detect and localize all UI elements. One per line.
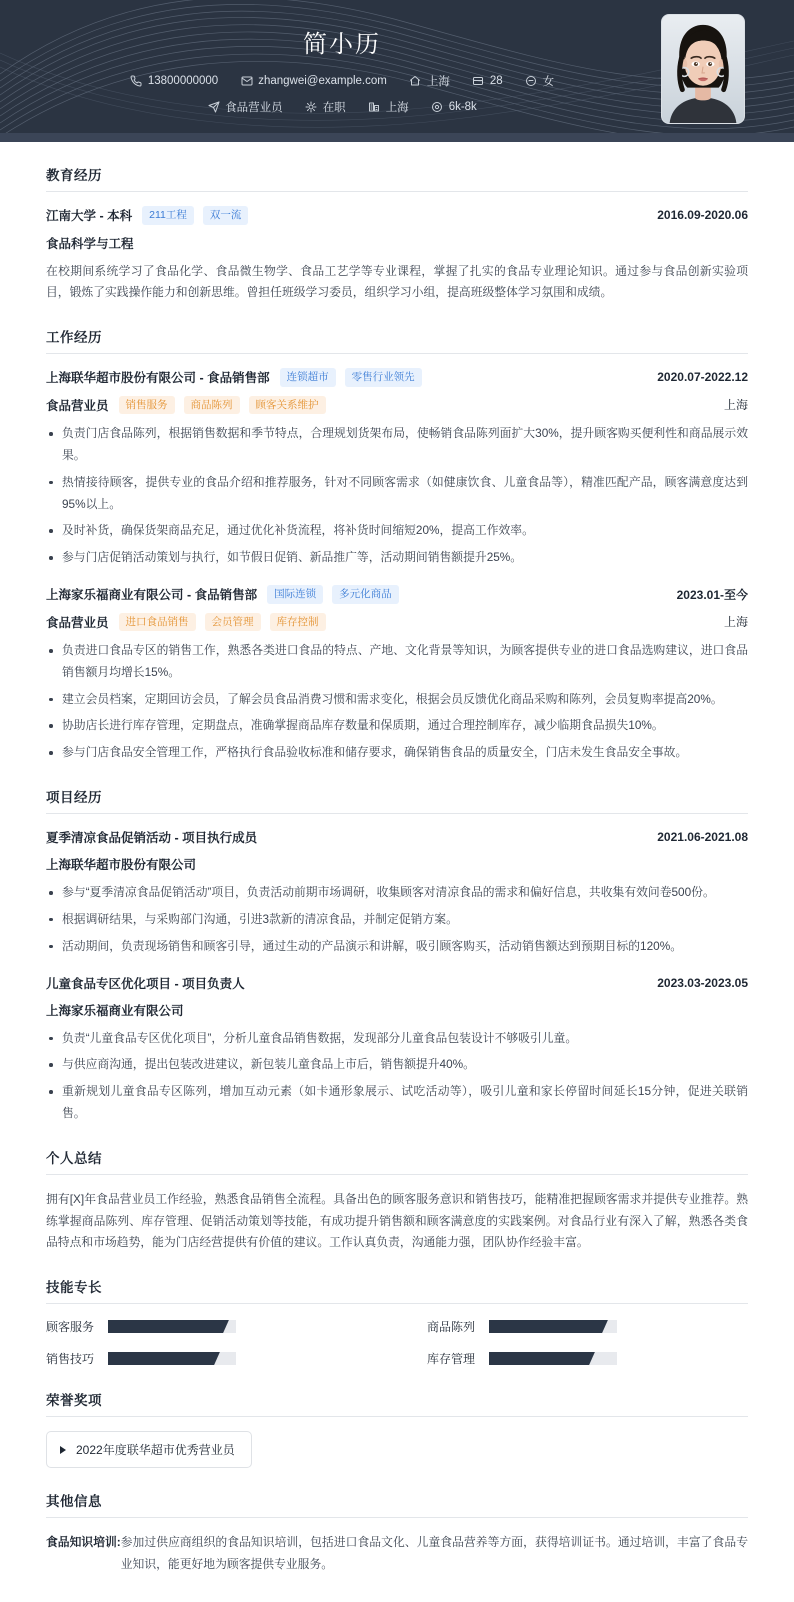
education-major: 食品科学与工程 [46,236,134,251]
skill-progress-fill [108,1352,210,1365]
section-projects [46,786,748,1125]
skill-label: 顾客服务 [46,1320,95,1335]
section-awards [46,1389,748,1468]
skill-progress-fill [108,1320,219,1333]
work-role-tag: 顾客关系维护 [249,396,326,415]
list-item: 热情接待顾客，提供专业的食品介绍和推荐服务，针对不同顾客需求（如健康饮食、儿童食品等），精准匹配产品，顾客满意度达到95%以上。 [46,472,748,516]
resume-body [0,164,794,1602]
work-role-tag: 销售服务 [119,396,175,415]
work-company-tag: 多元化商品 [332,585,399,604]
work-entry [46,585,748,764]
skill-item [46,1318,367,1335]
skill-progress-track [489,1352,617,1365]
other-info-text: 参加过供应商组织的食品知识培训，包括进口食品文化、儿童食品营养等方面，获得培训证书。通过培训，丰富了食品专业知识，能更好地为顾客提供专业服务。 [120,1535,748,1571]
contact-home-value: 上海 [426,76,450,88]
section-skills [46,1276,748,1367]
section-title-other: 其他信息 [46,1490,748,1518]
work-role: 食品营业员 [46,615,109,630]
list-item: 负责进口食品专区的销售工作，熟悉各类进口食品的特点、产地、文化背景等知识，为顾客提供专业的进口食品选购建议，进口食品销售额月均增长15%。 [46,640,748,684]
skill-progress-track [489,1320,617,1333]
work-entry-header [46,585,748,604]
project-date: 2023.03-2023.05 [657,975,748,990]
section-work [46,326,748,764]
contact-age [472,75,503,88]
section-other [46,1490,748,1576]
other-info-item [46,1532,748,1576]
skill-label: 销售技巧 [46,1352,95,1367]
work-company: 上海家乐福商业有限公司 - 食品销售部 [46,588,258,603]
work-role-row [46,613,748,632]
list-item: 协助店长进行库存管理，定期盘点，准确掌握商品库存数量和保质期，通过合理控制库存，减少临期食品损失10%。 [46,715,748,737]
contact-gender [525,73,555,89]
work-company: 上海联华超市股份有限公司 - 食品销售部 [46,371,270,386]
skill-progress-track [108,1320,236,1333]
education-entry-header [46,206,748,225]
work-company-tag: 国际连锁 [267,585,323,604]
list-item: 建立会员档案，定期回访会员，了解会员食品消费习惯和需求变化，根据会员反馈优化商品采购和陈列，会员复购率提高20%。 [46,689,748,711]
status-icon [305,101,318,114]
send-icon [207,101,220,114]
section-title-awards: 荣誉奖项 [46,1389,748,1417]
list-item: 参与“夏季清凉食品促销活动”项目，负责活动前期市场调研，收集顾客对清凉食品的需求和偏好信息，共收集有效问卷500份。 [46,882,748,904]
work-bullets [46,423,748,569]
salary-icon [431,101,444,114]
education-tag: 双一流 [203,206,249,225]
skills-grid [46,1318,748,1367]
job-target-value: 食品营业员 [225,102,283,114]
page-title: 简小历 [303,31,381,58]
education-description: 在校期间系统学习了食品化学、食品微生物学、食品工艺学等专业课程，掌握了扎实的食品专业理论知识。通过参与食品创新实验项目，锻炼了实践操作能力和创新思维。曾担任班级学习委员，组织学习小组，提高班级整体学习氛围和成绩。 [46,263,748,300]
skill-progress-fill [489,1320,598,1333]
skill-item [427,1350,748,1367]
job-status [305,99,346,115]
gender-icon [525,75,538,88]
section-title-summary: 个人总结 [46,1147,748,1175]
skill-label: 商品陈列 [427,1320,476,1335]
project-bullets [46,1028,748,1125]
contact-home [409,73,450,89]
bottom-spacer [46,1576,748,1602]
award-item[interactable] [46,1431,252,1468]
skill-label: 库存管理 [427,1352,476,1367]
work-date: 2020.07-2022.12 [657,370,748,385]
education-entry [46,206,748,304]
list-item: 及时补货，确保货架商品充足，通过优化补货流程，将补货时间缩短20%，提高工作效率。 [46,520,748,542]
work-role-row [46,396,748,415]
skill-item [427,1318,748,1335]
project-entry-header [46,828,748,846]
work-bullets [46,640,748,764]
education-tag: 211工程 [142,206,194,225]
resume-header [0,0,794,133]
contact-email-value: zhangwei@example.com [258,75,387,87]
avatar-portrait [662,15,744,123]
project-company: 上海家乐福商业有限公司 [46,1003,184,1018]
salary-expectation [431,101,477,114]
section-title-projects: 项目经历 [46,786,748,814]
list-item: 参与门店食品安全管理工作，严格执行食品验收标准和储存要求，确保销售食品的质量安全，门店未发生食品安全事故。 [46,742,748,764]
salary-expectation-value: 6k-8k [448,101,477,113]
header-bottom-strip [0,133,794,142]
project-name: 儿童食品专区优化项目 - 项目负责人 [46,976,245,991]
contact-phone [130,75,218,88]
job-target [207,99,283,115]
job-status-value: 在职 [322,102,346,114]
project-date: 2021.06-2021.08 [657,830,748,845]
work-role: 食品营业员 [46,398,109,413]
award-label: 2022年度联华超市优秀营业员 [76,1443,235,1458]
section-education [46,164,748,304]
work-city [368,99,409,115]
list-item: 负责门店食品陈列，根据销售数据和季节特点，合理规划货架布局，使畅销食品陈列面扩大30%，提升顾客购买便利性和商品展示效果。 [46,423,748,467]
list-item: 负责“儿童食品专区优化项目”，分析儿童食品销售数据，发现部分儿童食品包装设计不够吸引儿童。 [46,1028,748,1050]
project-entry [46,828,748,957]
project-name: 夏季清凉食品促销活动 - 项目执行成员 [46,831,258,846]
list-item: 根据调研结果，与采购部门沟通，引进3款新的清凉食品，并制定促销方案。 [46,909,748,931]
work-location: 上海 [723,398,748,413]
work-date: 2023.01-至今 [676,587,748,602]
project-entry [46,974,748,1125]
city-icon [368,101,381,114]
list-item: 参与门店促销活动策划与执行，如节假日促销、新品推广等，活动期间销售额提升25%。 [46,547,748,569]
skill-item [46,1350,367,1367]
skill-progress-fill [489,1352,585,1365]
section-title-skills: 技能专长 [46,1276,748,1304]
list-item: 活动期间，负责现场销售和顾客引导，通过生动的产品演示和讲解，吸引顾客购买，活动销售额达到预期目标的120%。 [46,936,748,958]
home-icon [409,75,422,88]
project-bullets [46,882,748,957]
skill-progress-track [108,1352,236,1365]
work-city-value: 上海 [385,102,409,114]
work-role-tag: 会员管理 [205,613,261,632]
mail-icon [240,75,253,88]
section-title-education: 教育经历 [46,164,748,192]
phone-icon [130,75,143,88]
list-item: 重新规划儿童食品专区陈列，增加互动元素（如卡通形象展示、试吃活动等），吸引儿童和家长停留时间延长15分钟，促进关联销售。 [46,1081,748,1125]
work-role-tag: 库存控制 [270,613,326,632]
contact-age-value: 28 [489,75,503,87]
work-role-tag: 商品陈列 [184,396,240,415]
education-date: 2016.09-2020.06 [657,208,748,223]
section-title-work: 工作经历 [46,326,748,354]
id-card-icon [472,75,485,88]
contact-phone-value: 13800000000 [147,75,219,87]
work-company-tag: 零售行业领先 [345,368,422,387]
summary-text: 拥有[X]年食品营业员工作经验，熟悉食品销售全流程。具备出色的顾客服务意识和销售技巧，能精准把握顾客需求并提供专业推荐。熟练掌握商品陈列、库存管理、促销活动策划等技能，有成功提升销售额和顾客满意度的实践案例。对食品行业有深入了解，熟悉各类食品特点和市场趋势，能为门店经营提供有价值的建议。工作认真负责，沟通能力强，团队协作经验丰富。 [46,1191,748,1250]
section-summary [46,1147,748,1254]
work-location: 上海 [723,615,748,630]
work-entry [46,368,748,569]
list-item: 与供应商沟通，提出包装改进建议，新包装儿童食品上市后，销售额提升40%。 [46,1054,748,1076]
contact-email [240,75,387,88]
work-role-tag: 进口食品销售 [119,613,196,632]
education-school: 江南大学 - 本科 [46,209,133,224]
other-info-label: 食品知识培训: [46,1535,121,1550]
work-entry-header [46,368,748,387]
project-company: 上海联华超市股份有限公司 [46,858,197,873]
play-triangle-icon [60,1446,66,1454]
work-company-tag: 连锁超市 [280,368,336,387]
avatar [661,14,745,124]
contact-gender-value: 女 [542,76,555,88]
project-entry-header [46,974,748,992]
